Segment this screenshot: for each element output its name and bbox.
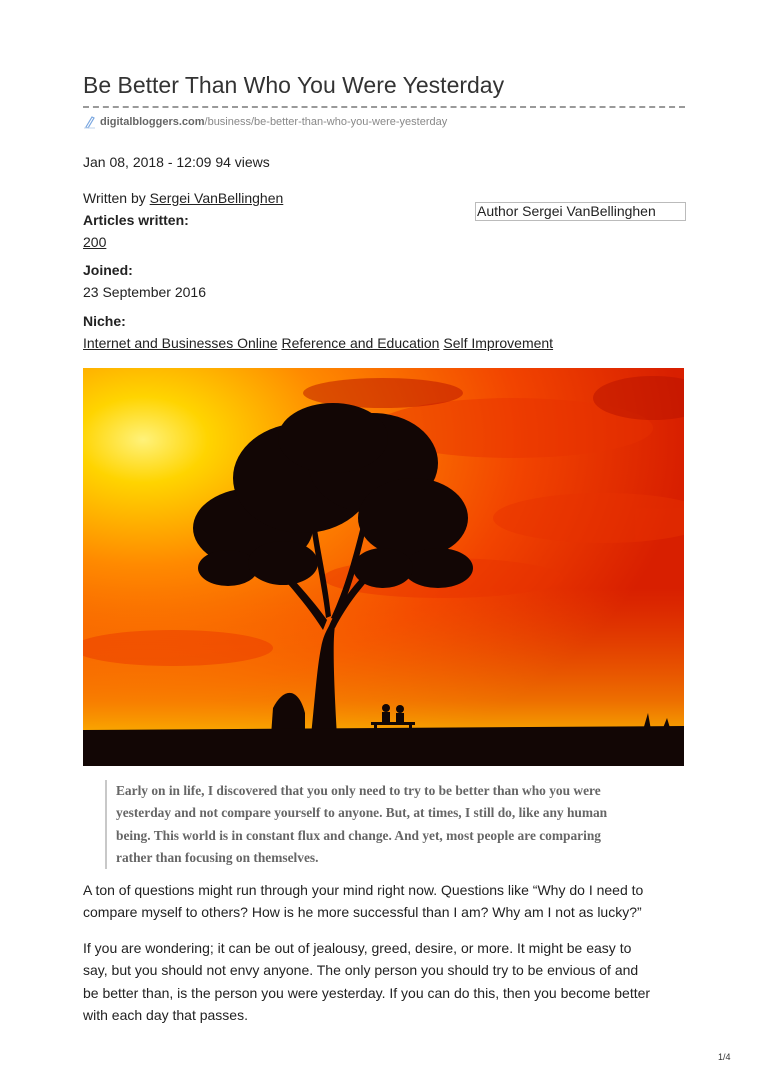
written-by-label: Written by [83,190,146,206]
articles-written-label: Articles written: [83,212,189,228]
niche-link-reference[interactable]: Reference and Education [281,335,440,351]
paragraph-line: compare myself to others? How is he more successful than I am? Why am I not as lucky?” [83,904,642,921]
author-link[interactable]: Sergei VanBellinghen [149,190,284,206]
paragraph-line: say, but you should not envy anyone. The only person you should try to be envious of and [83,962,639,979]
paragraph-line: If you are wondering; it can be out of jealousy, greed, desire, or more. It might be easy to [83,940,632,956]
body-paragraph-2 [83,937,688,1026]
niche-link-self-improvement[interactable]: Self Improvement [443,335,554,351]
source-domain: digitalbloggers.com [100,116,205,128]
link-icon [83,115,97,129]
body-paragraph-1 [83,879,688,924]
page-number: 1/4 [718,1052,731,1062]
joined-label: Joined: [83,262,133,278]
pull-quote [105,780,686,869]
joined-date: 23 September 2016 [83,284,206,300]
source-url[interactable] [83,115,447,129]
view-count: 94 views [215,154,270,170]
page-title: Be Better Than Who You Were Yesterday [83,72,505,98]
paragraph-line: with each day that passes. [83,1006,248,1023]
post-meta [83,154,270,170]
articles-count-link[interactable]: 200 [83,234,107,250]
quote-line: rather than focusing on themselves. [116,849,319,865]
source-path: /business/be-better-than-who-you-were-yesterday [204,116,448,128]
quote-line: being. This world is in constant flux and change. And yet, most people are comparing [116,827,601,843]
paragraph-line: be better than, is the person you were yesterday. If you can do this, then you become better [83,984,651,1001]
quote-line: yesterday and not compare yourself to anyone. But, at times, I still do, like any human [116,805,608,821]
niche-label: Niche: [83,313,126,329]
title-divider [83,106,685,108]
quote-line: Early on in life, I discovered that you only need to try to be better than who you were [116,783,601,798]
author-line [83,190,283,206]
niche-list [83,335,553,351]
paragraph-line: A ton of questions might run through your mind right now. Questions like “Why do I need to [83,882,644,898]
post-date: Jan 08, 2018 - 12:09 [83,154,212,170]
sunset-tree-image [83,368,684,766]
author-image-placeholder: Author Sergei VanBellinghen [475,202,686,221]
niche-link-internet[interactable]: Internet and Businesses Online [83,335,278,351]
